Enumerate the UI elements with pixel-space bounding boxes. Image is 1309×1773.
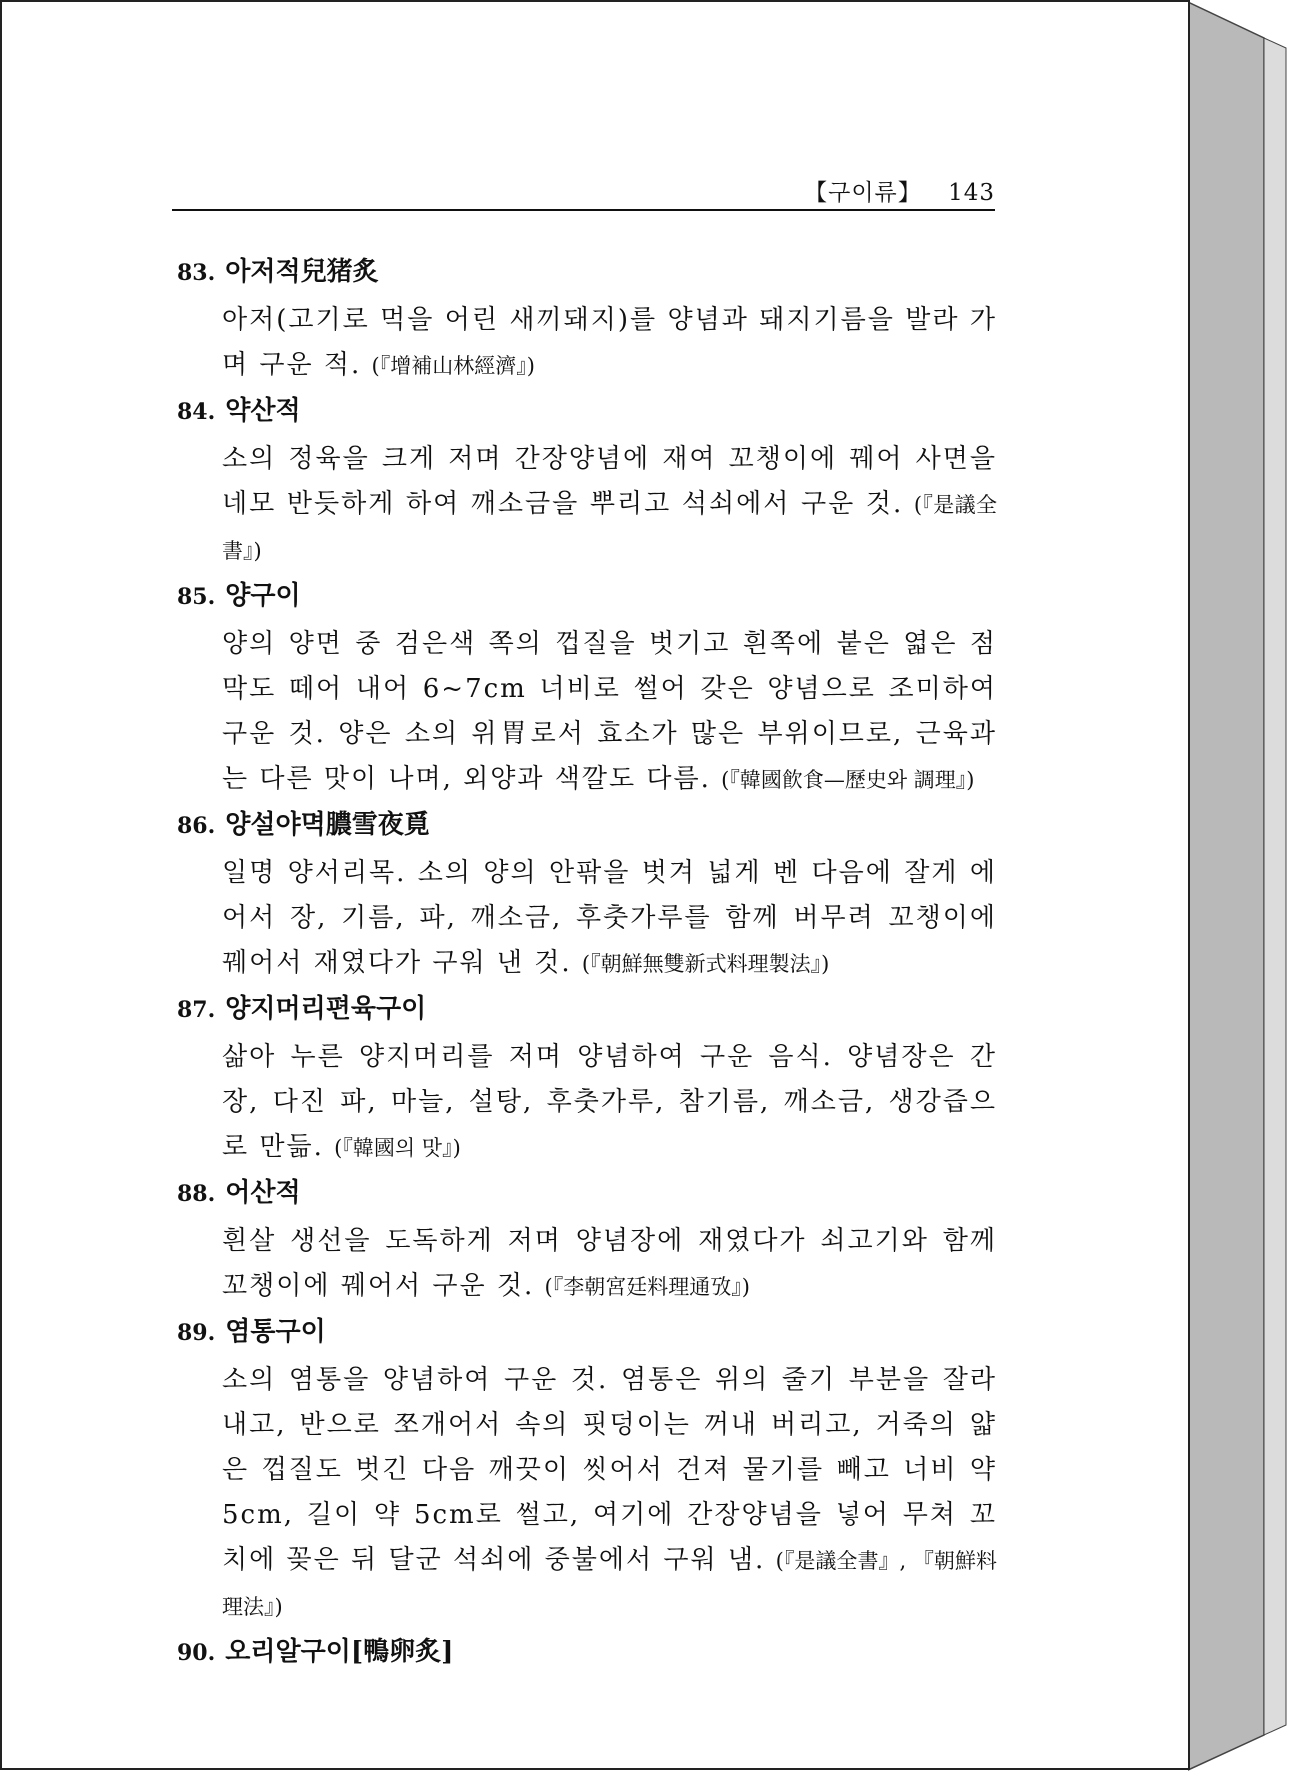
entry	[177, 1173, 997, 1310]
entry-source: (『韓國의 맛』)	[334, 1136, 461, 1160]
entry-number: 84.	[177, 399, 216, 425]
entry-title	[177, 1632, 997, 1678]
entry-title	[177, 1312, 997, 1358]
entry-number: 86.	[177, 813, 216, 839]
section-title: 【구이류】	[804, 180, 922, 206]
entry-title	[177, 391, 997, 437]
entry-heading: 양설야멱膿雪夜覓	[225, 810, 430, 840]
entry-source: (『是議全書』, 『朝鮮料理法』)	[222, 1549, 997, 1619]
entry-heading: 약산적	[225, 396, 301, 426]
entry-source: (『李朝宮廷料理通攷』)	[544, 1275, 750, 1299]
entry-number: 87.	[177, 997, 216, 1023]
entry-body	[222, 622, 997, 803]
book-side-edge	[1188, 0, 1288, 1773]
entry-text: 삶아 누른 양지머리를 저며 양념하여 구운 음식. 양념장은 간장, 다진 파, 마늘, 설탕, 후춧가루, 참기름, 깨소금, 생강즙으로 만듦.	[222, 1042, 997, 1162]
entry-heading: 양지머리편육구이	[225, 994, 427, 1024]
entry-heading: 양구이	[225, 581, 301, 611]
entry-source: (『是議全書』)	[222, 493, 998, 563]
entry-heading: 아저적兒猪炙	[225, 257, 379, 287]
entry-text: 흰살 생선을 도독하게 저며 양념장에 재였다가 쇠고기와 함께 꼬챙이에 꿰어서 구운 것.	[222, 1226, 997, 1301]
entry-body	[222, 1219, 997, 1310]
entry	[177, 576, 997, 803]
entry	[177, 989, 997, 1171]
entry-source: (『韓國飮食—歷史와 調理』)	[721, 768, 975, 792]
entry-heading: 어산적	[225, 1178, 301, 1208]
entry-body	[222, 1035, 997, 1171]
entry-text: 소의 정육을 크게 저며 간장양념에 재여 꼬챙이에 꿰어 사면을 네모 반듯하게 하여 깨소금을 뿌리고 석쇠에서 구운 것.	[222, 444, 997, 519]
entry-heading: 오리알구이[鴨卵炙]	[225, 1637, 454, 1667]
entry	[177, 805, 997, 987]
entry	[177, 1632, 997, 1678]
entry-source: (『增補山林經濟』)	[371, 354, 535, 378]
entry-title	[177, 805, 997, 851]
running-head	[172, 174, 995, 207]
entry-source: (『朝鮮無雙新式料理製法』)	[581, 952, 830, 976]
entry-body	[222, 437, 997, 574]
entry-text: 소의 염통을 양념하여 구운 것. 염통은 위의 줄기 부분을 잘라내고, 반으로 쪼개어서 속의 핏덩이는 꺼내 버리고, 거죽의 얇은 껍질도 벗긴 다음 깨끗이 씻어서 건져 물기를 빼고 너비 약 5cm, 길이 약 5cm로 썰고, 여기에 간장양념을 넣어 무쳐 꼬치에 꽂은 뒤 달군 석쇠에 중불에서 구워 냄.	[222, 1365, 997, 1575]
entry-text: 일명 양서리목. 소의 양의 안팎을 벗겨 넓게 벤 다음에 잘게 에어서 장, 기름, 파, 깨소금, 후춧가루를 함께 버무려 꼬챙이에 꿰어서 재였다가 구워 낸 것.	[222, 858, 997, 978]
entry-title	[177, 1173, 997, 1219]
entry-title	[177, 576, 997, 622]
entry-text: 양의 양면 중 검은색 쪽의 껍질을 벗기고 흰쪽에 붙은 엷은 점막도 떼어 내어 6~7cm 너비로 썰어 갖은 양념으로 조미하여 구운 것. 양은 소의 위胃로서 효소가 많은 부위이므로, 근육과는 다른 맛이 나며, 외양과 색깔도 다름.	[222, 629, 997, 794]
entry-number: 83.	[177, 260, 216, 286]
entry-body	[222, 851, 997, 987]
entry-body	[222, 1358, 997, 1630]
entry-number: 89.	[177, 1320, 216, 1346]
page-number: 143	[948, 180, 995, 206]
entry-heading: 염통구이	[225, 1317, 326, 1347]
entry-text: 아저(고기로 먹을 어린 새끼돼지)를 양념과 돼지기름을 발라 가며 구운 적.	[222, 305, 997, 380]
entry-number: 88.	[177, 1181, 216, 1207]
entry-list	[177, 252, 997, 1678]
entry-title	[177, 252, 997, 298]
entry	[177, 391, 997, 574]
entry	[177, 252, 997, 389]
entry-number: 90.	[177, 1640, 216, 1666]
entry-number: 85.	[177, 584, 216, 610]
entry	[177, 1312, 997, 1630]
entry-title	[177, 989, 997, 1035]
entry-body	[222, 298, 997, 389]
header-rule	[172, 209, 995, 211]
